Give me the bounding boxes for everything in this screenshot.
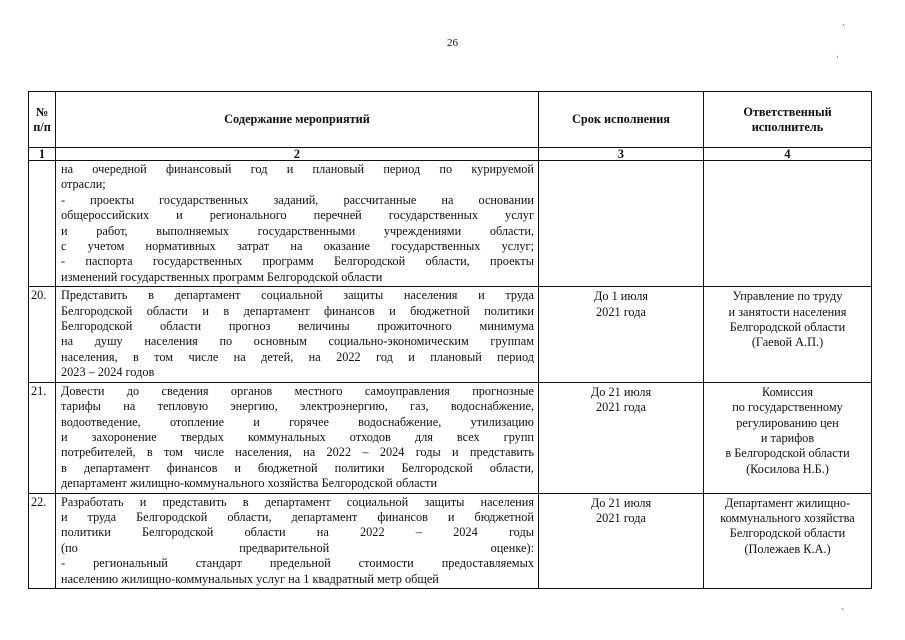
header-responsible-line: исполнитель — [751, 119, 824, 134]
row-content-line: населения, в том числе на детей, на 2022 год и плановый период — [61, 349, 534, 364]
row-responsible-line: Управление по труду — [732, 289, 843, 304]
row-content-line: на очередной финансовый год и плановый период по курируемой — [61, 162, 534, 176]
row-content — [56, 493, 539, 588]
header-num-line: № — [35, 104, 49, 119]
row-number: 22. — [29, 493, 56, 588]
row-responsible — [704, 382, 872, 493]
column-number: 1 — [29, 148, 56, 161]
row-responsible-line: регулированию цен — [736, 415, 839, 430]
row-content-line: общероссийских и регионального перечней государственных услуг — [61, 208, 534, 223]
row-responsible — [704, 161, 872, 287]
header-num-line: п/п — [33, 119, 51, 134]
row-content-line: Довести до сведения органов местного самоуправления прогнозные — [61, 383, 534, 398]
row-content-line: потребителей, в том числе населения, на 2022 – 2024 годы и представить — [61, 445, 534, 460]
table-row — [29, 493, 872, 588]
header-responsible-line: Ответственный — [743, 104, 832, 119]
row-content-line: на душу населения по основным социально-экономическим группам — [61, 334, 534, 349]
row-responsible-line: и занятости населения — [728, 304, 847, 319]
row-content-line: (по предварительной оценке): — [61, 540, 534, 555]
row-responsible-line: (Косилова Н.Б.) — [746, 461, 829, 476]
row-content-line: населению жилищно-коммунальных услуг на 1 квадратный метр общей — [61, 571, 439, 586]
column-numbers-row — [29, 148, 872, 161]
row-number: 20. — [29, 287, 56, 382]
row-content-line: в департамент финансов и бюджетной политики Белгородской области, — [61, 460, 534, 475]
row-content-line: водоотведение, отопление и горячее водоснабжение, утилизацию — [61, 414, 534, 429]
row-responsible-line: (Полежаев К.А.) — [744, 541, 831, 556]
row-content-line: 2023 – 2024 годов — [61, 365, 155, 380]
row-number — [29, 161, 56, 287]
column-number: 4 — [704, 148, 872, 161]
row-responsible-line: Белгородской области — [729, 320, 846, 335]
row-responsible-line: Белгородской области — [729, 526, 846, 541]
header-term: Срок исполнения — [539, 92, 704, 148]
scan-speck: ˈ — [836, 55, 840, 66]
row-content-line: - проекты государственных заданий, рассчитанные на основании — [61, 192, 534, 207]
row-responsible-line: (Гаевой А.П.) — [751, 335, 824, 350]
header-responsible — [704, 92, 872, 148]
row-responsible-line: Департамент жилищно- — [724, 495, 851, 510]
row-content-line: Представить в департамент социальной защиты населения и труда — [61, 288, 534, 303]
row-content-line: Белгородской области прогноз величины прожиточного минимума — [61, 319, 534, 334]
row-term — [539, 493, 704, 588]
row-content — [56, 161, 539, 287]
row-content-line: - региональный стандарт предельной стоимости предоставляемых — [61, 556, 534, 571]
row-content-line: и работ, выполняемых государственными учреждениями области, — [61, 223, 534, 238]
scan-speck: ˋ — [842, 24, 846, 35]
row-content-line: с учетом нормативных затрат на оказание государственных услуг; — [61, 239, 534, 254]
row-content-line: изменений государственных программ Белгородской области — [61, 269, 383, 284]
row-term — [539, 287, 704, 382]
row-content-line: и труда Белгородской области, департамент финансов и бюджетной — [61, 509, 534, 524]
table-row — [29, 382, 872, 493]
row-content — [56, 382, 539, 493]
table-row — [29, 161, 872, 287]
row-term-line: 2021 года — [596, 400, 646, 415]
row-term — [539, 161, 704, 287]
row-responsible-line: по государственному — [732, 400, 843, 415]
row-content-line: и захоронение твердых коммунальных отходов для всех групп — [61, 429, 534, 444]
page-number: 26 — [447, 37, 458, 49]
scan-speck: ˋ — [841, 608, 845, 619]
column-number: 2 — [56, 148, 539, 161]
row-responsible-line: Комиссия — [761, 384, 814, 399]
row-responsible-line: в Белгородской области — [725, 446, 850, 461]
table-header-row — [29, 92, 872, 148]
row-term-line: До 21 июля — [590, 495, 652, 510]
row-content-line: тарифы на тепловую энергию, электроэнергию, газ, водоснабжение, — [61, 399, 534, 414]
table-row — [29, 287, 872, 382]
row-content-line: - паспорта государственных программ Белгородской области, проекты — [61, 254, 534, 269]
row-content-line: Разработать и представить в департамент социальной защиты населения — [61, 494, 534, 509]
row-content-line: Белгородской области и в департамент финансов и бюджетной политики — [61, 303, 534, 318]
row-number: 21. — [29, 382, 56, 493]
row-responsible — [704, 493, 872, 588]
row-responsible-line: и тарифов — [760, 430, 815, 445]
row-term-line: До 21 июля — [590, 384, 652, 399]
row-content — [56, 287, 539, 382]
row-responsible-line: коммунального хозяйства — [720, 510, 855, 525]
row-term-line: 2021 года — [596, 304, 646, 319]
row-content-line: департамент жилищно-коммунального хозяйства Белгородской области — [61, 476, 438, 491]
column-number: 3 — [539, 148, 704, 161]
row-term-line: 2021 года — [596, 510, 646, 525]
activities-table — [28, 91, 872, 589]
row-term-line: До 1 июля — [593, 289, 649, 304]
header-num — [29, 92, 56, 148]
header-content: Содержание мероприятий — [56, 92, 539, 148]
row-content-line: политики Белгородской области на 2022 – 2024 годы — [61, 525, 534, 540]
row-responsible — [704, 287, 872, 382]
row-term — [539, 382, 704, 493]
row-content-line: отрасли; — [61, 177, 106, 192]
